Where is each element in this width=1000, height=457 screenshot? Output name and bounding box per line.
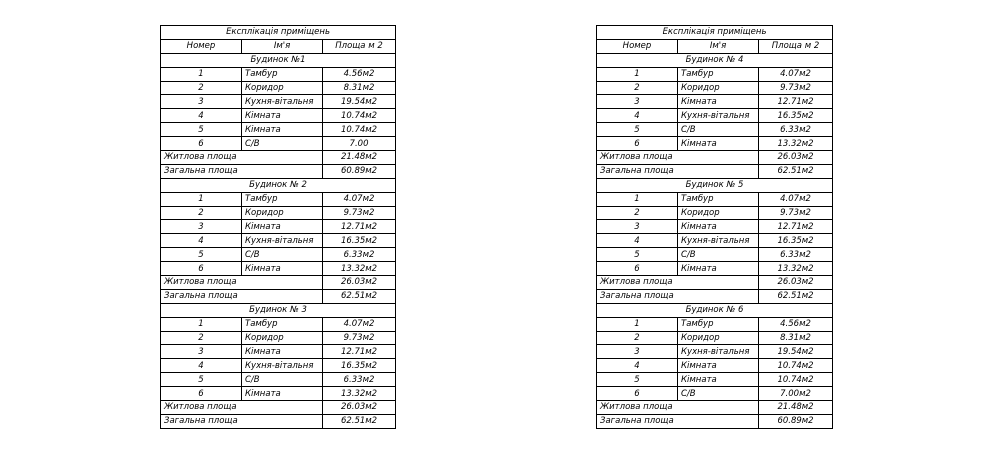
room-number: 3: [161, 345, 242, 359]
table-row: [597, 345, 833, 359]
living-area-value: 26.03м2: [759, 151, 833, 165]
total-area-row: [161, 289, 396, 303]
table-row: [597, 220, 833, 234]
table-row: [161, 137, 396, 151]
header-name: Ім'я: [678, 39, 759, 53]
room-number: 5: [597, 248, 678, 262]
room-area: 8.31м2: [323, 81, 396, 95]
room-name: Кухня-вітальня: [678, 345, 759, 359]
room-number: 2: [161, 331, 242, 345]
house-name: Будинок № 3: [161, 303, 396, 317]
house-name: Будинок № 4: [597, 53, 833, 67]
room-area: 10.74м2: [759, 359, 833, 373]
house-name: Будинок № 6: [597, 303, 833, 317]
room-number: 6: [597, 137, 678, 151]
table-header-row: [597, 39, 833, 53]
room-area: 4.07м2: [759, 192, 833, 206]
room-area: 19.54м2: [323, 95, 396, 109]
room-area: 10.74м2: [759, 373, 833, 387]
living-area-label: Житлова площа: [597, 401, 759, 415]
room-name: С/В: [242, 248, 323, 262]
room-name: С/В: [242, 137, 323, 151]
room-number: 2: [597, 331, 678, 345]
total-area-value: 62.51м2: [759, 164, 833, 178]
room-area: 9.73м2: [323, 331, 396, 345]
room-area: 16.35м2: [759, 234, 833, 248]
room-area: 13.32м2: [759, 137, 833, 151]
table-row: [597, 95, 833, 109]
total-area-row: [161, 414, 396, 428]
room-number: 1: [161, 317, 242, 331]
room-area: 7.00м2: [759, 387, 833, 401]
table-row: [597, 262, 833, 276]
room-number: 4: [161, 359, 242, 373]
table-body: [597, 26, 833, 429]
total-area-row: [597, 289, 833, 303]
room-number: 3: [597, 220, 678, 234]
explication-table-left: [160, 25, 396, 429]
living-area-label: Житлова площа: [597, 151, 759, 165]
table-row: [161, 192, 396, 206]
room-area: 19.54м2: [759, 345, 833, 359]
table-row: [161, 234, 396, 248]
room-name: Коридор: [678, 331, 759, 345]
room-area: 16.35м2: [323, 359, 396, 373]
room-name: С/В: [242, 373, 323, 387]
total-area-label: Загальна площа: [597, 164, 759, 178]
room-area: 8.31м2: [759, 331, 833, 345]
room-area: 13.32м2: [323, 387, 396, 401]
house-name: Будинок № 5: [597, 178, 833, 192]
room-number: 4: [597, 109, 678, 123]
room-number: 3: [161, 220, 242, 234]
table-row: [597, 67, 833, 81]
room-number: 1: [161, 192, 242, 206]
room-name: Кімната: [678, 373, 759, 387]
room-number: 6: [597, 262, 678, 276]
house-name: Будинок №1: [161, 53, 396, 67]
living-area-label: Житлова площа: [597, 276, 759, 290]
room-name: Тамбур: [242, 317, 323, 331]
room-area: 6.33м2: [323, 373, 396, 387]
table-row: [597, 123, 833, 137]
table-row: [161, 95, 396, 109]
room-area: 7.00: [323, 137, 396, 151]
house-name: Будинок № 2: [161, 178, 396, 192]
header-area: Площа м 2: [323, 39, 396, 53]
table-title: Експлікація приміщень: [597, 26, 833, 40]
room-number: 4: [597, 234, 678, 248]
total-area-row: [597, 414, 833, 428]
living-area-value: 26.03м2: [323, 276, 396, 290]
room-area: 6.33м2: [759, 123, 833, 137]
table-row: [161, 345, 396, 359]
room-area: 6.33м2: [759, 248, 833, 262]
room-area: 6.33м2: [323, 248, 396, 262]
living-area-value: 21.48м2: [323, 151, 396, 165]
living-area-row: [161, 276, 396, 290]
table-row: [161, 67, 396, 81]
room-number: 2: [161, 206, 242, 220]
total-area-value: 62.51м2: [323, 289, 396, 303]
room-number: 1: [161, 67, 242, 81]
room-number: 5: [161, 248, 242, 262]
table-row: [161, 81, 396, 95]
living-area-row: [597, 151, 833, 165]
living-area-value: 26.03м2: [759, 276, 833, 290]
room-number: 5: [597, 373, 678, 387]
table-row: [597, 109, 833, 123]
room-name: Тамбур: [678, 317, 759, 331]
table-row: [597, 206, 833, 220]
table-row: [597, 331, 833, 345]
table-body: [161, 26, 396, 429]
house-heading-row: [161, 303, 396, 317]
room-name: Кімната: [242, 387, 323, 401]
room-area: 4.07м2: [759, 67, 833, 81]
living-area-label: Житлова площа: [161, 151, 323, 165]
room-area: 10.74м2: [323, 109, 396, 123]
room-area: 4.07м2: [323, 317, 396, 331]
table-row: [597, 317, 833, 331]
table-header-row: [161, 39, 396, 53]
living-area-row: [161, 151, 396, 165]
room-name: Кімната: [242, 220, 323, 234]
total-area-label: Загальна площа: [161, 414, 323, 428]
table-row: [161, 123, 396, 137]
room-area: 12.71м2: [323, 345, 396, 359]
table-row: [597, 373, 833, 387]
room-area: 12.71м2: [759, 95, 833, 109]
total-area-value: 62.51м2: [759, 289, 833, 303]
room-number: 6: [597, 387, 678, 401]
room-area: 13.32м2: [759, 262, 833, 276]
total-area-label: Загальна площа: [161, 164, 323, 178]
room-name: Коридор: [242, 206, 323, 220]
room-number: 6: [161, 387, 242, 401]
house-heading-row: [597, 303, 833, 317]
room-name: С/В: [678, 123, 759, 137]
explication-table-right: [596, 25, 833, 429]
total-area-value: 60.89м2: [323, 164, 396, 178]
table-row: [161, 373, 396, 387]
living-area-label: Житлова площа: [161, 276, 323, 290]
house-heading-row: [161, 178, 396, 192]
table-row: [161, 109, 396, 123]
room-name: Кімната: [242, 345, 323, 359]
room-name: Кімната: [678, 262, 759, 276]
room-area: 4.56м2: [323, 67, 396, 81]
room-name: Кімната: [678, 359, 759, 373]
table-row: [161, 262, 396, 276]
living-area-value: 26.03м2: [323, 401, 396, 415]
room-name: Кухня-вітальня: [242, 359, 323, 373]
table-row: [161, 359, 396, 373]
house-heading-row: [161, 53, 396, 67]
room-number: 4: [597, 359, 678, 373]
table-row: [597, 387, 833, 401]
room-area: 9.73м2: [323, 206, 396, 220]
room-number: 4: [161, 109, 242, 123]
room-name: Тамбур: [242, 192, 323, 206]
room-number: 1: [597, 192, 678, 206]
living-area-row: [597, 401, 833, 415]
table-row: [597, 81, 833, 95]
total-area-label: Загальна площа: [161, 289, 323, 303]
table-row: [597, 359, 833, 373]
room-area: 4.56м2: [759, 317, 833, 331]
room-name: Коридор: [242, 81, 323, 95]
room-number: 5: [597, 123, 678, 137]
room-name: Кімната: [242, 123, 323, 137]
table-row: [161, 387, 396, 401]
room-number: 1: [597, 67, 678, 81]
room-name: Кімната: [678, 95, 759, 109]
total-area-row: [597, 164, 833, 178]
living-area-value: 21.48м2: [759, 401, 833, 415]
table-row: [161, 206, 396, 220]
header-area: Площа м 2: [759, 39, 833, 53]
room-name: Кухня-вітальня: [242, 95, 323, 109]
room-name: Кухня-вітальня: [678, 109, 759, 123]
total-area-row: [161, 164, 396, 178]
room-name: С/В: [678, 387, 759, 401]
header-number: Номер: [597, 39, 678, 53]
room-name: Кухня-вітальня: [678, 234, 759, 248]
room-area: 9.73м2: [759, 81, 833, 95]
table-row: [161, 317, 396, 331]
house-heading-row: [597, 53, 833, 67]
total-area-value: 60.89м2: [759, 414, 833, 428]
room-name: Кімната: [678, 137, 759, 151]
room-number: 3: [597, 345, 678, 359]
room-name: Тамбур: [678, 192, 759, 206]
room-number: 3: [597, 95, 678, 109]
room-number: 1: [597, 317, 678, 331]
table-row: [161, 331, 396, 345]
room-name: Коридор: [678, 81, 759, 95]
room-name: С/В: [678, 248, 759, 262]
table-row: [161, 220, 396, 234]
table-row: [597, 234, 833, 248]
living-area-row: [161, 401, 396, 415]
total-area-label: Загальна площа: [597, 414, 759, 428]
room-number: 6: [161, 137, 242, 151]
total-area-label: Загальна площа: [597, 289, 759, 303]
room-area: 9.73м2: [759, 206, 833, 220]
room-area: 4.07м2: [323, 192, 396, 206]
room-area: 12.71м2: [759, 220, 833, 234]
living-area-row: [597, 276, 833, 290]
table-title-row: [161, 26, 396, 40]
table-title: Експлікація приміщень: [161, 26, 396, 40]
room-name: Кімната: [242, 262, 323, 276]
room-name: Кухня-вітальня: [242, 234, 323, 248]
table-row: [597, 137, 833, 151]
room-number: 5: [161, 373, 242, 387]
room-number: 3: [161, 95, 242, 109]
room-name: Кімната: [678, 220, 759, 234]
room-number: 2: [597, 206, 678, 220]
house-heading-row: [597, 178, 833, 192]
room-number: 6: [161, 262, 242, 276]
header-number: Номер: [161, 39, 242, 53]
table-title-row: [597, 26, 833, 40]
room-name: Кімната: [242, 109, 323, 123]
room-name: Тамбур: [678, 67, 759, 81]
room-name: Тамбур: [242, 67, 323, 81]
total-area-value: 62.51м2: [323, 414, 396, 428]
room-number: 2: [161, 81, 242, 95]
table-row: [597, 192, 833, 206]
living-area-label: Житлова площа: [161, 401, 323, 415]
room-area: 16.35м2: [759, 109, 833, 123]
room-number: 2: [597, 81, 678, 95]
room-number: 5: [161, 123, 242, 137]
room-area: 13.32м2: [323, 262, 396, 276]
room-name: Коридор: [242, 331, 323, 345]
header-name: Ім'я: [242, 39, 323, 53]
room-area: 10.74м2: [323, 123, 396, 137]
table-row: [161, 248, 396, 262]
room-area: 16.35м2: [323, 234, 396, 248]
room-area: 12.71м2: [323, 220, 396, 234]
room-number: 4: [161, 234, 242, 248]
table-row: [597, 248, 833, 262]
room-name: Коридор: [678, 206, 759, 220]
